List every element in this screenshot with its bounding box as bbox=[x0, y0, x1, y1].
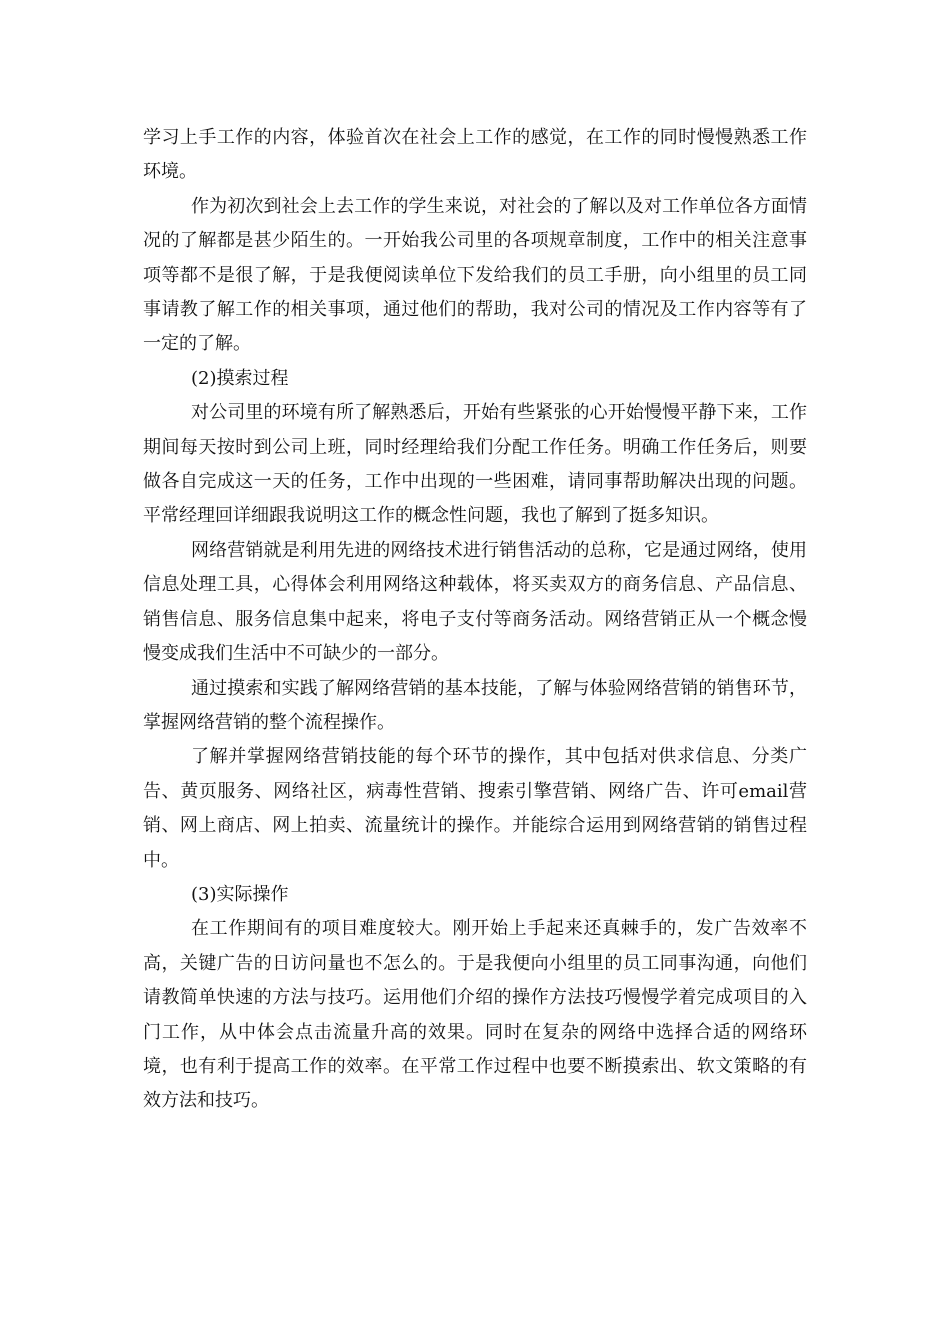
section-heading-practice: (3)实际操作 bbox=[191, 883, 289, 905]
paragraph-network-marketing-definition: 网络营销就是利用先进的网络技术进行销售活动的总称，它是通过网络，使用信息处理工具，心得体会利用网络这种载体，将买卖双方的商务信息、产品信息、销售信息、服务信息集中起来，将电子支付等商务活动。网络营销正从一个概念慢慢变成我们生活中不可缺少的一部分。 bbox=[143, 539, 807, 665]
paragraph-first-job: 作为初次到社会上去工作的学生来说，对社会的了解以及对工作单位各方面情况的了解都是甚少陌生的。一开始我公司里的各项规章制度，工作中的相关注意事项等都不是很了解，于是我便阅读单位下发给我们的员工手册，向小组里的员工同事请教了解工作的相关事项，通过他们的帮助，我对公司的情况及工作内容等有了一定的了解。 bbox=[143, 195, 807, 355]
section-heading-exploration: (2)摸索过程 bbox=[191, 367, 289, 389]
paragraph-basic-skills: 通过摸索和实践了解网络营销的基本技能，了解与体验网络营销的销售环节，掌握网络营销的整个流程操作。 bbox=[143, 677, 807, 733]
paragraph-intro-continued: 学习上手工作的内容，体验首次在社会上工作的感觉，在工作的同时慢慢熟悉工作环境。 bbox=[143, 127, 807, 183]
paragraph-practice: 在工作期间有的项目难度较大。刚开始上手起来还真棘手的，发广告效率不高，关键广告的日访问量也不怎么的。于是我便向小组里的员工同事沟通，向他们请教简单快速的方法与技巧。运用他们介绍的操作方法技巧慢慢学着完成项目的入门工作，从中体会点击流量升高的效果。同时在复杂的网络中选择合适的网络环境，也有利于提高工作的效率。在平常工作过程中也要不断摸索出、软文策略的有效方法和技巧。 bbox=[143, 918, 807, 1112]
document-page bbox=[143, 121, 807, 1119]
paragraph-skill-steps: 了解并掌握网络营销技能的每个环节的操作，其中包括对供求信息、分类广告、黄页服务、网络社区，病毒性营销、搜索引擎营销、网络广告、许可email营销、网上商店、网上拍卖、流量统计的操作。并能综合运用到网络营销的销售过程中。 bbox=[143, 746, 807, 871]
paragraph-environment: 对公司里的环境有所了解熟悉后，开始有些紧张的心开始慢慢平静下来，工作期间每天按时到公司上班，同时经理给我们分配工作任务。明确工作任务后，则要做各自完成这一天的任务，工作中出现的一些困难，请同事帮助解决出现的问题。平常经理回详细跟我说明这工作的概念性问题，我也了解到了挺多知识。 bbox=[143, 402, 807, 527]
